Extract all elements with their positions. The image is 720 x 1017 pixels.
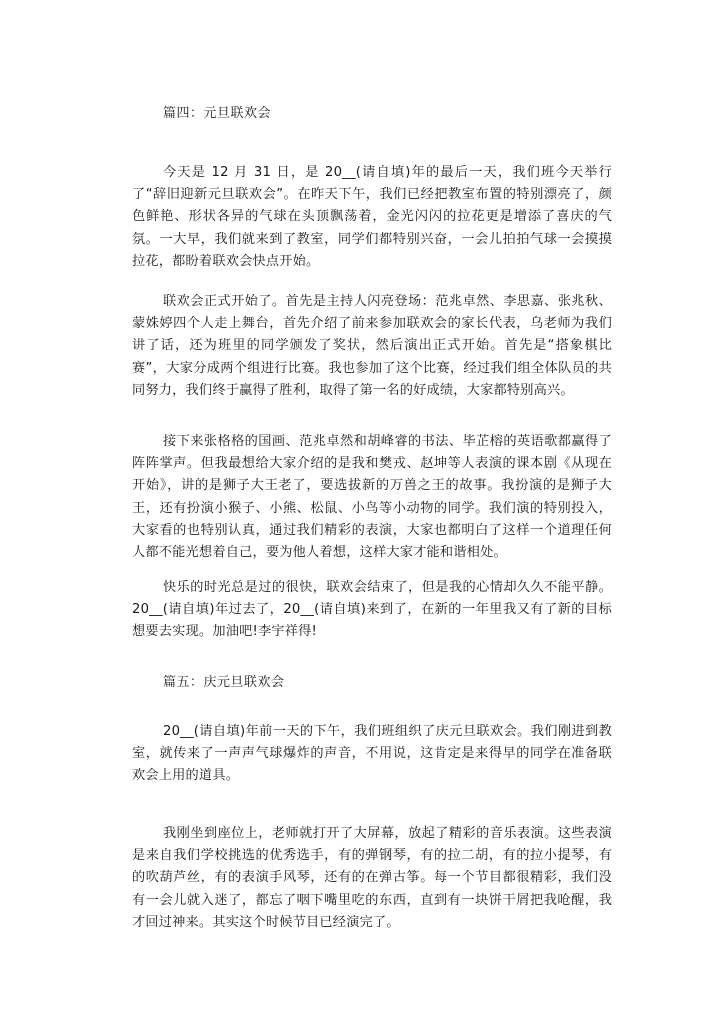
section-4-paragraph-2: 联欢会正式开始了。首先是主持人闪亮登场：范兆卓然、李思嘉、张兆秋、蒙姝婷四个人走上舞台，首先介绍了前来参加联欢会的家长代表，乌老师为我们讲了话，还为班里的同学颁发了奖状，然后演出正式开始。首先是“搭象棋比赛”，大家分成两个组进行比赛。我也参加了这个比赛，经过我们组全体队员的共同努力，我们终于赢得了胜利，取得了第一名的好成绩，大家都特别高兴。 [132, 294, 612, 398]
section-5-paragraph-2: 我刚坐到座位上，老师就打开了大屏幕，放起了精彩的音乐表演。这些表演是来自我们学校挑选的优秀选手，有的弹钢琴，有的拉二胡，有的拉小提琴，有的吹葫芦丝，有的表演手风琴，还有的在弹古筝。每一个节目都很精彩，我们没有一会儿就入迷了，都忘了咽下嘴里吃的东西，直到有一块饼干屑把我呛醒，我才回过神来。其实这个时候节目已经演完了。 [132, 826, 612, 930]
section-5-title: 篇五：庆元旦联欢会 [163, 675, 285, 690]
section-4-paragraph-3: 接下来张格格的国画、范兆卓然和胡峰睿的书法、毕芷榕的英语歌都赢得了阵阵掌声。但我最想给大家介绍的是我和樊戎、赵坤等人表演的课本剧《从现在开始》，讲的是狮子大王老了，要选拔新的万兽之王的故事。我扮演的是狮子大王，还有扮演小猴子、小熊、松鼠、小鸟等小动物的同学。我们演的特别投入，大家看的也特别认真，通过我们精彩的表演，大家也都明白了这样一个道理任何人都不能光想着自己，要为他人着想，这样大家才能和谐相处。 [132, 434, 612, 561]
section-5-paragraph-1: 20__(请自填)年前一天的下午，我们班组织了庆元旦联欢会。我们刚进到教室，就传来了一声声气球爆炸的声音，不用说，这肯定是来得早的同学在准备联欢会上用的道具。 [132, 724, 612, 784]
section-4-paragraph-1: 今天是 12 月 31 日，是 20__(请自填)年的最后一天，我们班今天举行了“辞旧迎新元旦联欢会”。在昨天下午，我们已经把教室布置的特别漂亮了，颜色鲜艳、形状各异的气球在头顶飘荡着，金光闪闪的拉花更是增添了喜庆的气氛。一大早，我们就来到了教室，同学们都特别兴奋，一会儿拍拍气球一会摸摸拉花，都盼着联欢会快点开始。 [132, 165, 612, 269]
section-4-title: 篇四：元旦联欢会 [163, 106, 272, 121]
section-4-paragraph-4: 快乐的时光总是过的很快，联欢会结束了，但是我的心情却久久不能平静。20__(请自填)年过去了，20__(请自填)来到了，在新的一年里我又有了新的目标想要去实现。加油吧!李宇祥得! [132, 580, 612, 640]
